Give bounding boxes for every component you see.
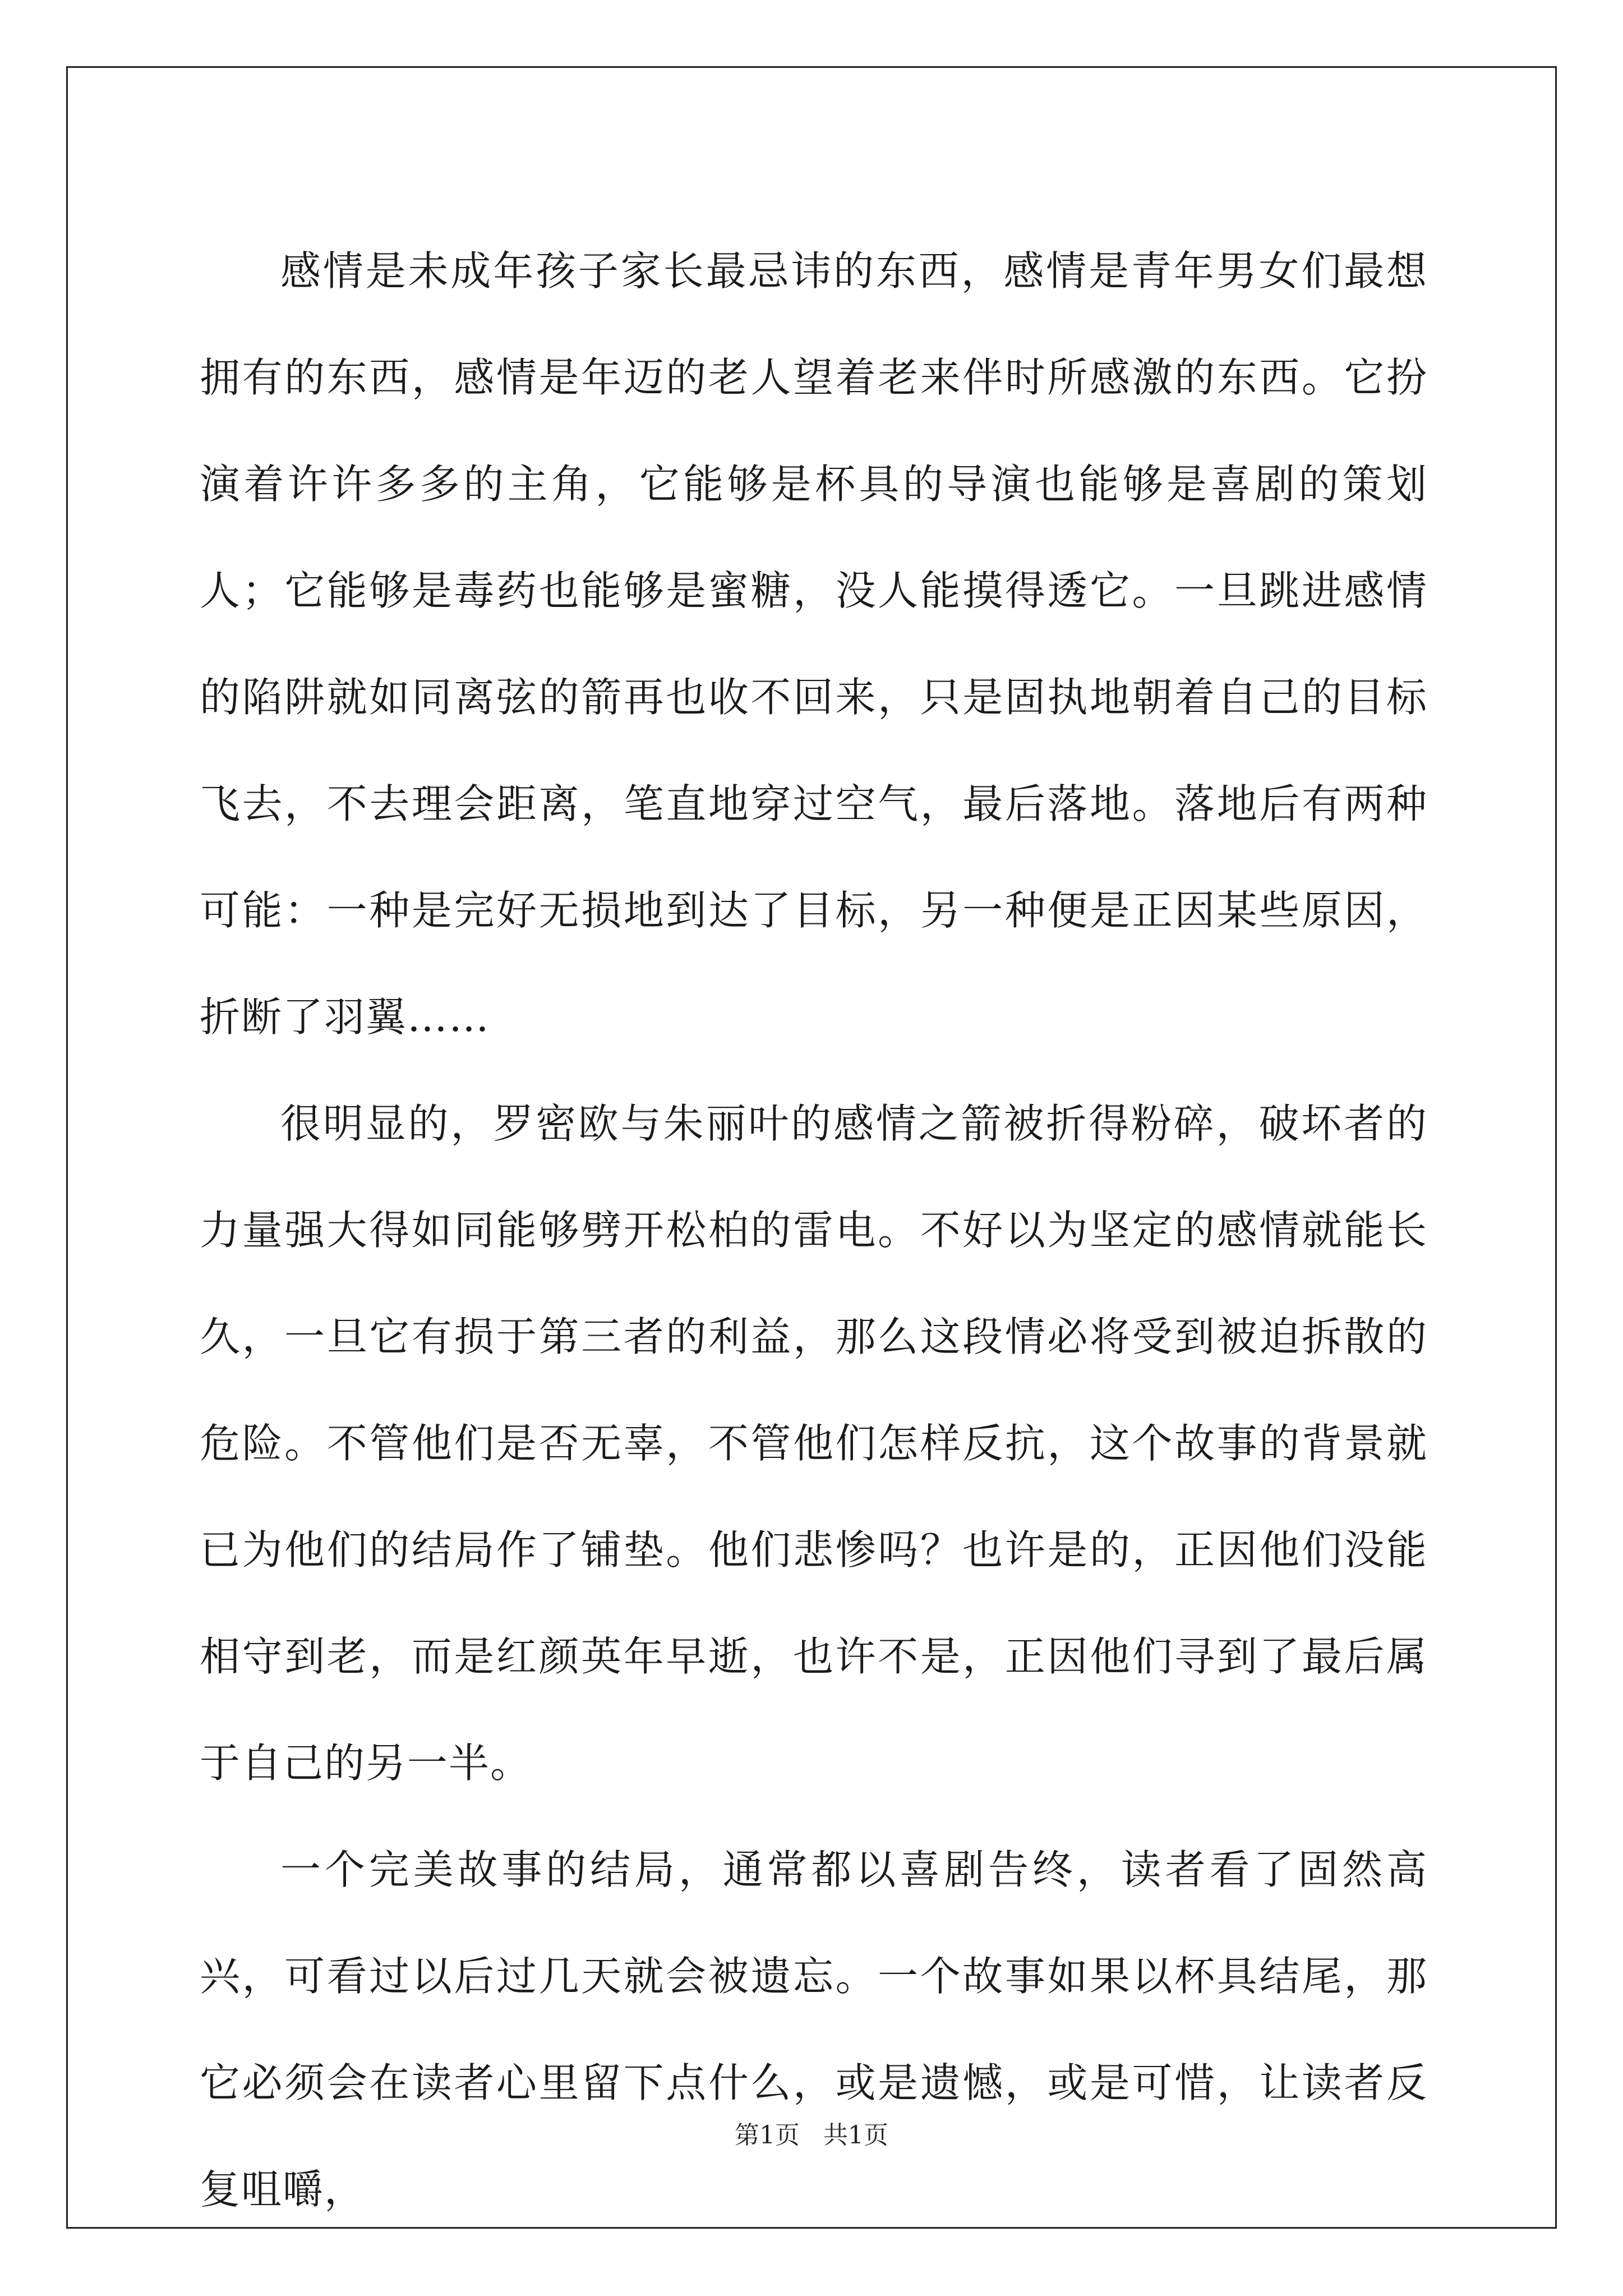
page-footer [0,2115,1623,2151]
total-pages: 共1页 [823,2121,888,2150]
paragraph-3: 一个完美故事的结局，通常都以喜剧告终，读者看了固然高兴，可看过以后过几天就会被遗忘。一个故事如果以杯具结尾，那它必须会在读者心里留下点什么，或是遗憾，或是可惜，让读者反复咀嚼， [200,1846,1428,2213]
page-number: 第1页 [735,2121,800,2150]
paragraph-1: 感情是未成年孩子家长最忌讳的东西，感情是青年男女们最想拥有的东西，感情是年迈的老人望着老来伴时所感激的东西。它扮演着许许多多的主角，它能够是杯具的导演也能够是喜剧的策划人；它能够是毒药也能够是蜜糖，没人能摸得透它。一旦跳进感情的陷阱就如同离弦的箭再也收不回来，只是固执地朝着自己的目标飞去，不去理会距离，笔直地穿过空气，最后落地。落地后有两种可能：一种是完好无损地到达了目标，另一种便是正因某些原因，折断了羽翼…… [200,247,1428,1041]
paragraph-2: 很明显的，罗密欧与朱丽叶的感情之箭被折得粉碎，破坏者的力量强大得如同能够劈开松柏的雷电。不好以为坚定的感情就能长久，一旦它有损于第三者的利益，那么这段情必将受到被迫拆散的危险。不管他们是否无辜，不管他们怎样反抗，这个故事的背景就已为他们的结局作了铺垫。他们悲惨吗？也许是的，正因他们没能相守到老，而是红颜英年早逝，也许不是，正因他们寻到了最后属于自己的另一半。 [200,1100,1428,1787]
document-body [200,218,1428,2243]
